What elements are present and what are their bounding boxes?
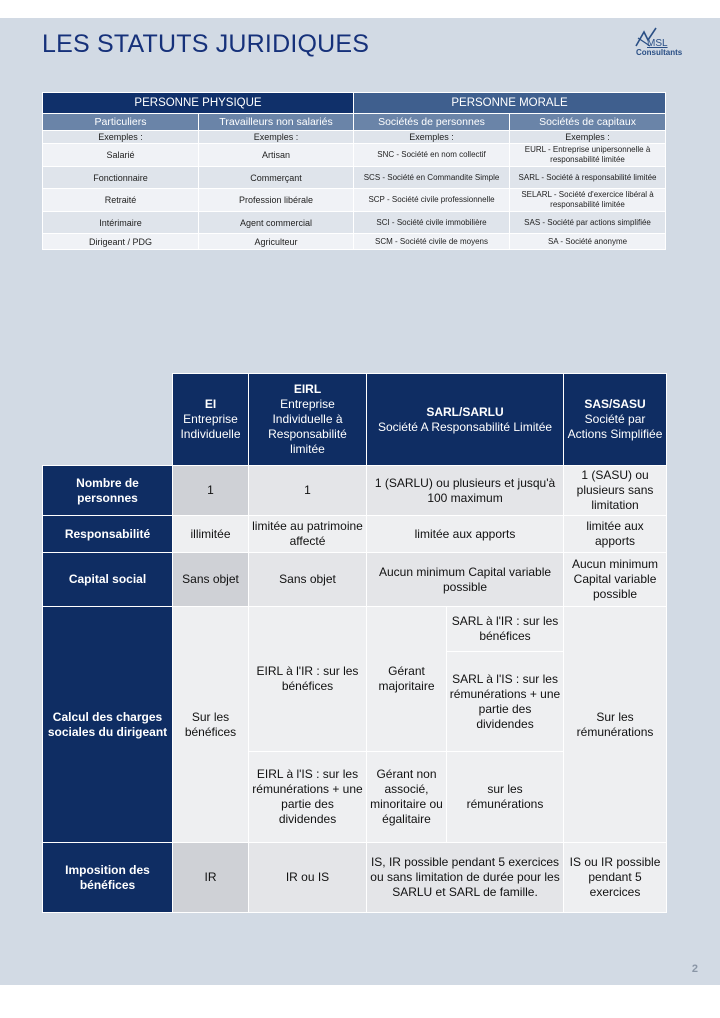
cell-resp-sas: limitée aux apports [564, 516, 667, 553]
row-label-responsabilite: Responsabilité [43, 516, 173, 553]
page-title: LES STATUTS JURIDIQUES [42, 30, 370, 58]
table-cell: SAS - Société par actions simplifiée [510, 212, 666, 234]
row-capital [43, 553, 667, 607]
col-name-sas: Société par Actions Simplifiée [567, 412, 663, 441]
col-abbr-sas: SAS/SASU [584, 397, 646, 411]
cell-nombre-sas: 1 (SASU) ou plusieurs sans limitation [564, 466, 667, 516]
logo-text-consultants: Consultants [636, 48, 683, 57]
cell-resp-sarl: limitée aux apports [367, 516, 564, 553]
cell-charges-eirl-ir: EIRL à l'IR : sur les bénéfices [249, 607, 367, 752]
col-header-sarl [367, 374, 564, 466]
table-cell: Agriculteur [199, 234, 354, 250]
col-name-sarl: Société A Responsabilité Limitée [377, 419, 553, 434]
cell-sarl-is: SARL à l'IS : sur les rémunérations + une partie des dividendes [447, 652, 564, 752]
row-imposition [43, 843, 667, 913]
row-charges [43, 607, 667, 652]
table-cell: Retraité [43, 189, 199, 212]
row-label-charges: Calcul des charges sociales du dirigeant [43, 607, 173, 843]
table-cell: Commerçant [199, 167, 354, 189]
table-cell: SELARL - Société d'exercice libéral à responsabilité limitée [510, 189, 666, 212]
logo-text-msl: MSL [647, 38, 668, 49]
col-header-eirl [249, 374, 367, 466]
cell-gerant-non-associe: Gérant non associé, minoritaire ou égalitaire [367, 752, 447, 843]
subheader-societes-capitaux: Sociétés de capitaux [510, 114, 666, 131]
subheader-travailleurs: Travailleurs non salariés [199, 114, 354, 131]
cell-nombre-eirl: 1 [249, 466, 367, 516]
col-abbr-sarl: SARL/SARLU [426, 404, 504, 419]
table-cell: SA - Société anonyme [510, 234, 666, 250]
table-row [43, 144, 666, 167]
col-header-ei [173, 374, 249, 466]
cell-sarl-ir: SARL à l'IR : sur les bénéfices [447, 607, 564, 652]
table-cell: Fonctionnaire [43, 167, 199, 189]
cell-capital-sarl: Aucun minimum Capital variable possible [367, 553, 564, 607]
row-label-imposition: Imposition des bénéfices [43, 843, 173, 913]
cell-capital-ei: Sans objet [173, 553, 249, 607]
subheader-particuliers: Particuliers [43, 114, 199, 131]
table-row [43, 167, 666, 189]
row-responsabilite [43, 516, 667, 553]
row-nombre [43, 466, 667, 516]
examples-label: Exemples : [354, 131, 510, 144]
row-label-nombre: Nombre de personnes [43, 466, 173, 516]
cell-sur-remunerations: sur les rémunérations [447, 752, 564, 843]
table-cell: Intérimaire [43, 212, 199, 234]
table-cell: EURL - Entreprise unipersonnelle à responsabilité limitée [510, 144, 666, 167]
table-row [43, 212, 666, 234]
col-name-ei: Entreprise Individuelle [180, 412, 241, 441]
row-label-capital: Capital social [43, 553, 173, 607]
col-abbr-eirl: EIRL [293, 382, 322, 396]
examples-label: Exemples : [43, 131, 199, 144]
table-cell: Dirigeant / PDG [43, 234, 199, 250]
slide [0, 18, 720, 985]
col-name-eirl: Entreprise Individuelle à Responsabilité limitée [268, 397, 347, 456]
table-row [43, 234, 666, 250]
comparison-table [42, 373, 667, 913]
corner-cell [43, 374, 173, 466]
examples-label: Exemples : [510, 131, 666, 144]
table-cell: Agent commercial [199, 212, 354, 234]
cell-imposition-eirl: IR ou IS [249, 843, 367, 913]
cell-imposition-ei: IR [173, 843, 249, 913]
cell-charges-eirl-is: EIRL à l'IS : sur les rémunérations + une partie des dividendes [249, 752, 367, 843]
cell-charges-sas: Sur les rémunérations [564, 607, 667, 843]
cell-nombre-sarl: 1 (SARLU) ou plusieurs et jusqu'à 100 maximum [367, 466, 564, 516]
table-cell: Artisan [199, 144, 354, 167]
cell-imposition-sas: IS ou IR possible pendant 5 exercices [564, 843, 667, 913]
cell-charges-ei: Sur les bénéfices [173, 607, 249, 843]
subheader-societes-personnes: Sociétés de personnes [354, 114, 510, 131]
cell-capital-sas: Aucun minimum Capital variable possible [564, 553, 667, 607]
table-cell: SNC - Société en nom collectif [354, 144, 510, 167]
cell-gerant-majoritaire: Gérant majoritaire [367, 607, 447, 752]
table-cell: SCM - Société civile de moyens [354, 234, 510, 250]
examples-label: Exemples : [199, 131, 354, 144]
cell-resp-eirl: limitée au patrimoine affecté [249, 516, 367, 553]
table-cell: SCS - Société en Commandite Simple [354, 167, 510, 189]
header-personne-morale: PERSONNE MORALE [354, 93, 666, 114]
col-header-sas [564, 374, 667, 466]
page-number: 2 [691, 963, 698, 975]
cell-nombre-ei: 1 [173, 466, 249, 516]
table-cell: SCI - Société civile immobilière [354, 212, 510, 234]
cell-resp-ei: illimitée [173, 516, 249, 553]
msl-logo [634, 26, 694, 66]
cell-imposition-sarl: IS, IR possible pendant 5 exercices ou sans limitation de durée pour les SARLU et SARL de famille. [367, 843, 564, 913]
table-cell: Salarié [43, 144, 199, 167]
table-cell: SCP - Société civile professionnelle [354, 189, 510, 212]
header-personne-physique: PERSONNE PHYSIQUE [43, 93, 354, 114]
table-cell: SARL - Société à responsabilité limitée [510, 167, 666, 189]
personnes-table [42, 92, 666, 250]
cell-capital-eirl: Sans objet [249, 553, 367, 607]
table-row [43, 189, 666, 212]
col-abbr-ei: EI [204, 397, 217, 411]
table-cell: Profession libérale [199, 189, 354, 212]
